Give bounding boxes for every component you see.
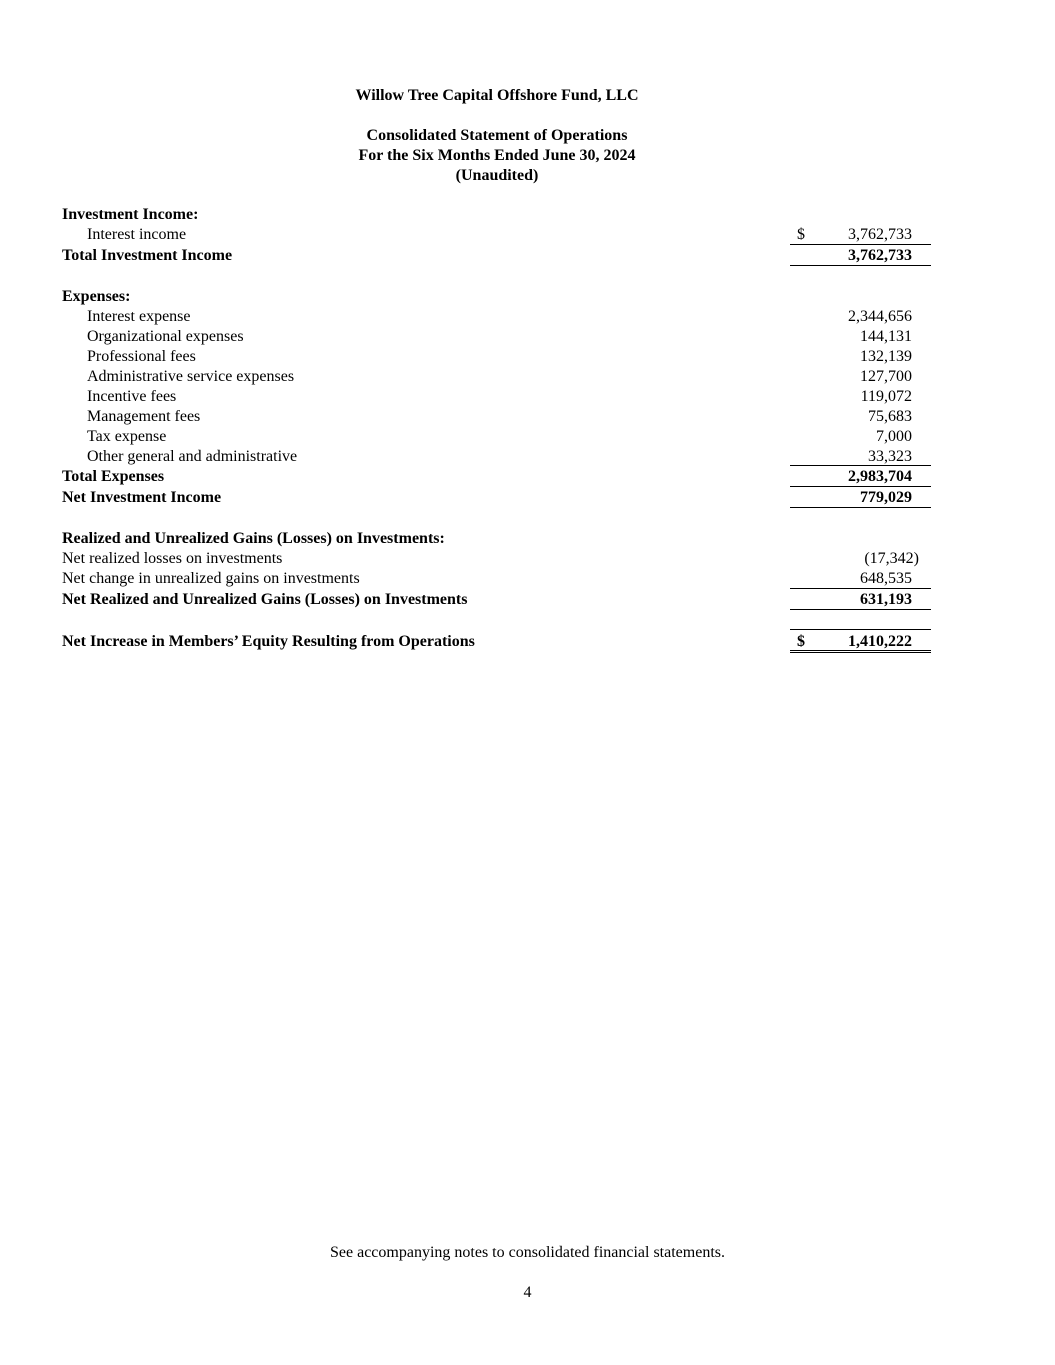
line-item-label: Incentive fees (87, 388, 177, 405)
line-item-value: 7,000 (876, 428, 912, 445)
expense-row (62, 307, 932, 327)
line-item-value: 33,323 (868, 448, 912, 465)
unrealized-gains-row (62, 569, 932, 589)
statement-period: For the Six Months Ended June 30, 2024 (358, 147, 636, 164)
line-item-label: Net realized losses on investments (62, 550, 283, 567)
subtotal-rule (790, 244, 931, 245)
total-rule (790, 609, 931, 610)
expense-row (62, 327, 932, 347)
total-investment-income-row (62, 246, 932, 266)
total-rule (790, 265, 931, 266)
line-item-label: Other general and administrative (87, 448, 298, 465)
section-heading: Investment Income: (62, 206, 199, 223)
total-label: Net Investment Income (62, 489, 222, 506)
total-value: 3,762,733 (848, 247, 912, 264)
line-item-label: Interest income (87, 226, 187, 243)
total-value: 779,029 (860, 489, 912, 506)
line-item-value: 3,762,733 (848, 226, 912, 243)
expenses-heading (62, 287, 932, 307)
line-item-label: Professional fees (87, 348, 196, 365)
subtotal-rule (790, 486, 931, 487)
total-value: 631,193 (860, 591, 912, 608)
statement-title: Consolidated Statement of Operations (366, 127, 628, 144)
line-item-label: Organizational expenses (87, 328, 244, 345)
currency-symbol: $ (797, 226, 805, 243)
expense-row (62, 347, 932, 367)
line-item-value: 648,535 (860, 570, 912, 587)
line-item-value: 2,344,656 (848, 308, 912, 325)
line-item-label: Tax expense (87, 428, 167, 445)
grand-total-top-rule (790, 629, 931, 630)
realized-losses-row (62, 549, 932, 569)
grand-total-label: Net Increase in Members’ Equity Resulting from Operations (62, 633, 475, 650)
interest-income-row (62, 225, 932, 245)
expense-row (62, 447, 932, 467)
page-number: 4 (523, 1284, 532, 1301)
line-item-value: 127,700 (860, 368, 912, 385)
subtotal-rule (790, 588, 931, 589)
net-increase-row (62, 632, 932, 652)
expense-row (62, 407, 932, 427)
fund-name: Willow Tree Capital Offshore Fund, LLC (355, 87, 639, 104)
total-label: Net Realized and Unrealized Gains (Losses) on Investments (62, 591, 468, 608)
grand-total-double-rule (790, 650, 931, 653)
line-item-value: 75,683 (868, 408, 912, 425)
audit-status: (Unaudited) (455, 167, 539, 184)
line-item-value: 132,139 (860, 348, 912, 365)
section-heading: Expenses: (62, 288, 131, 305)
line-item-value: (17,342) (864, 550, 919, 567)
line-item-label: Management fees (87, 408, 201, 425)
total-label: Total Investment Income (62, 247, 233, 264)
line-item-value: 119,072 (860, 388, 912, 405)
total-expenses-row (62, 467, 932, 487)
investment-income-heading (62, 205, 932, 225)
subtotal-rule (790, 465, 931, 466)
line-item-label: Net change in unrealized gains on investments (62, 570, 360, 587)
line-item-label: Interest expense (87, 308, 191, 325)
expense-row (62, 387, 932, 407)
footer-note: See accompanying notes to consolidated financial statements. (330, 1244, 725, 1261)
gains-heading (62, 529, 932, 549)
total-label: Total Expenses (62, 468, 165, 485)
line-item-label: Administrative service expenses (87, 368, 295, 385)
currency-symbol: $ (797, 633, 805, 650)
total-value: 2,983,704 (848, 468, 912, 485)
expense-row (62, 367, 932, 387)
section-heading: Realized and Unrealized Gains (Losses) on Investments: (62, 530, 445, 547)
total-gains-row (62, 590, 932, 610)
net-investment-income-row (62, 488, 932, 508)
total-rule (790, 507, 931, 508)
line-item-value: 144,131 (860, 328, 912, 345)
expense-row (62, 427, 932, 447)
grand-total-value: 1,410,222 (848, 633, 912, 650)
